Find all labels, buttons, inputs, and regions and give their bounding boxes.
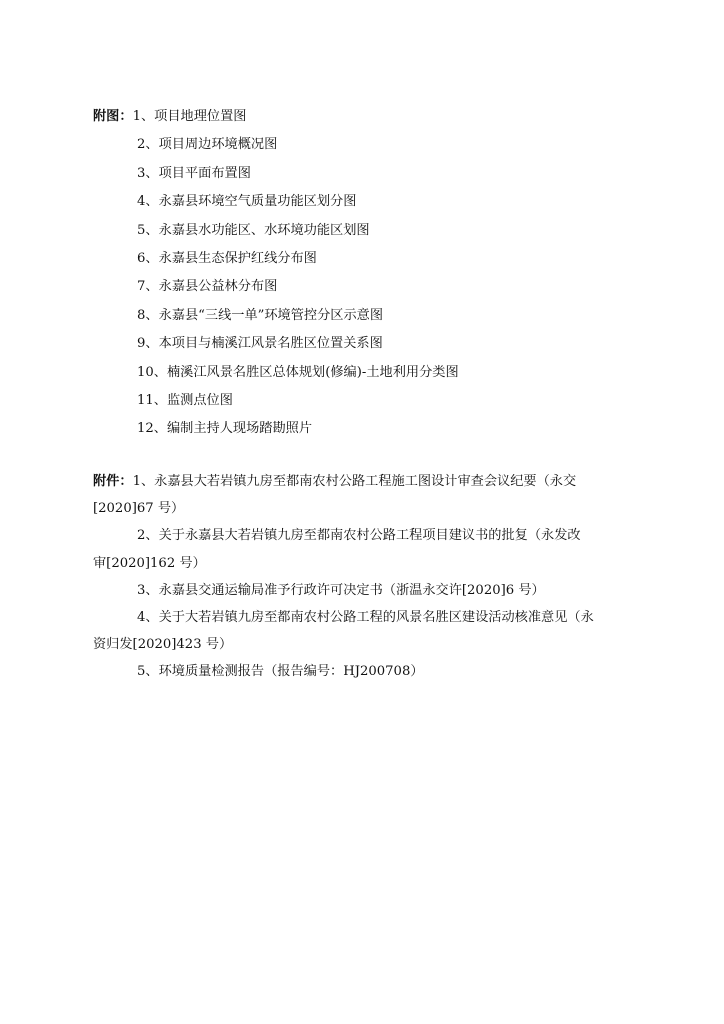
figures-list xyxy=(93,103,633,444)
attachment-item: 2、关于永嘉县大若岩镇九房至都南农村公路工程项目建议书的批复（永发改 xyxy=(137,528,581,544)
attachments-label: 附件： xyxy=(93,474,133,489)
figure-item: 8、永嘉县“三线一单”环境管控分区示意图 xyxy=(137,307,384,323)
figure-item: 12、编制主持人现场踏勘照片 xyxy=(137,421,313,437)
figure-item: 6、永嘉县生态保护红线分布图 xyxy=(137,250,317,266)
attachment-item: 5、环境质量检测报告（报告编号：HJ200708） xyxy=(137,664,424,680)
figure-item: 11、监测点位图 xyxy=(137,392,233,408)
figure-item: 5、永嘉县水功能区、水环境功能区划图 xyxy=(137,222,370,238)
figure-item-text: 1、项目地理位置图 xyxy=(132,109,247,124)
attachment-item-text: 1、永嘉县大若岩镇九房至都南农村公路工程施工图设计审查会议纪要（永交 xyxy=(132,474,577,489)
figure-item: 10、楠溪江风景名胜区总体规划(修编)-土地利用分类图 xyxy=(137,364,459,380)
attachment-item xyxy=(93,468,633,495)
figures-label: 附图： xyxy=(93,109,133,124)
figure-item: 7、永嘉县公益林分布图 xyxy=(137,279,278,295)
attachment-item: 3、永嘉县交通运输局准予行政许可决定书（浙温永交许[2020]6 号） xyxy=(137,582,545,598)
attachment-item-continuation: [2020]67 号） xyxy=(93,501,185,517)
figure-item: 9、本项目与楠溪江风景名胜区位置关系图 xyxy=(137,336,383,352)
figure-item: 3、项目平面布置图 xyxy=(137,165,251,181)
attachment-item-continuation: 资归发[2020]423 号） xyxy=(93,637,233,653)
figure-item xyxy=(93,103,633,131)
figure-item: 4、永嘉县环境空气质量功能区划分图 xyxy=(137,194,357,210)
figure-item: 2、项目周边环境概况图 xyxy=(137,137,278,153)
attachment-item: 4、关于大若岩镇九房至都南农村公路工程的风景名胜区建设活动核准意见（永 xyxy=(137,609,594,625)
attachment-item-continuation: 审[2020]162 号） xyxy=(93,555,206,571)
attachments-list xyxy=(93,468,633,686)
